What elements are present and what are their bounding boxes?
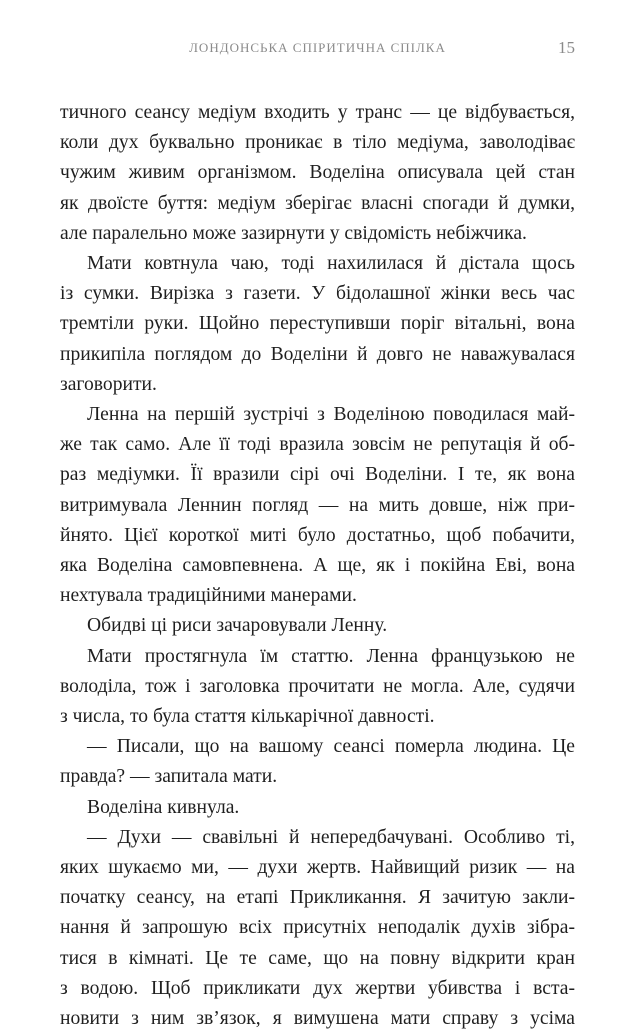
running-title: ЛОНДОНСЬКА СПІРИТИЧНА СПІЛКА <box>189 40 446 55</box>
text-line: новити з ним зв’язок, я вимушена мати справу з усіма <box>60 1008 575 1030</box>
text-line: раз медіумки. Її вразили сірі очі Воделіни. І те, як вона <box>60 464 575 486</box>
text-line: коли дух буквально проникає в тіло медіума, заволодіває <box>60 132 575 154</box>
text-line: тися в кімнаті. Це те саме, що на повну відкрити кран <box>60 947 575 969</box>
page-number: 15 <box>558 38 575 57</box>
text-line: з числа, то була стаття кількарічної давності. <box>60 706 435 728</box>
text-line: тичного сеансу медіум входить у транс — це відбувається, <box>60 102 575 123</box>
text-line: нання й запрошую всіх присутніх неподалік духів зібра- <box>60 917 575 939</box>
text-line: же так само. Але її тоді вразила зовсім не репутація й об- <box>60 434 575 456</box>
text-line: тремтіли руки. Щойно переступивши поріг вітальні, вона <box>60 313 575 335</box>
text-line: Мати ковтнула чаю, тоді нахилилася й дістала щось <box>87 253 575 275</box>
text-line: з водою. Щоб прикликати дух жертви убивства і вста- <box>60 977 575 999</box>
text-line: але паралельно може зазирнути у свідомість небіжчика. <box>60 222 527 244</box>
text-line: із сумки. Вирізка з газети. У бідолашної жінки весь час <box>60 283 575 305</box>
text-line: Обидві ці риси зачаровували Ленну. <box>87 615 388 637</box>
text-line: витримувала Леннин погляд — на мить довше, ніж при- <box>60 494 575 516</box>
text-line: прикипіла поглядом до Воделіни й довго не наважувалася <box>60 343 575 365</box>
text-line: Мати простягнула їм статтю. Ленна французькою не <box>87 645 575 667</box>
text-line: початку сеансу, на етапі Прикликання. Я зачитую закли- <box>60 887 575 909</box>
text-line: яких шукаємо ми, — духи жертв. Найвищий ризик — на <box>60 857 575 879</box>
text-line: йнято. Цієї короткої миті було достатньо, щоб побачити, <box>60 524 575 546</box>
text-line: володіла, тож і заголовка прочитати не могла. Але, судячи <box>60 675 575 697</box>
text-line: яка Воделіна самовпевнена. А ще, як і покійна Еві, вона <box>60 555 575 577</box>
text-line: як двоїсте буття: медіум зберігає власні спогади й думки, <box>60 192 575 214</box>
body-text <box>60 98 575 1034</box>
text-line: — Духи — свавільні й непередбачувані. Особливо ті, <box>87 826 575 848</box>
text-line: Воделіна кивнула. <box>87 796 240 818</box>
text-line: заговорити. <box>60 373 157 395</box>
text-line: чужим живим організмом. Воделіна описувала цей стан <box>60 162 575 184</box>
page-header <box>60 38 575 62</box>
text-line: — Писали, що на вашому сеансі померла людина. Це <box>87 736 575 758</box>
text-line: нехтувала традиційними манерами. <box>60 585 357 607</box>
text-line: правда? — запитала мати. <box>60 766 278 788</box>
text-line: Ленна на першій зустрічі з Воделіною поводилася май- <box>87 404 575 426</box>
